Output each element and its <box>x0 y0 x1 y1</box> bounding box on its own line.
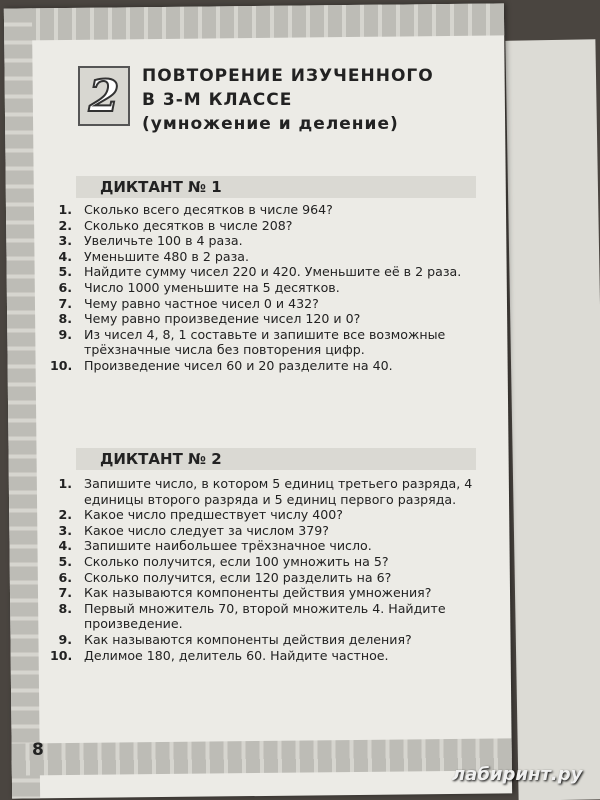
list-item: 5. Сколько получится, если 100 умножить на 5? <box>58 553 389 569</box>
dictation-1-list <box>50 202 490 374</box>
chapter-badge <box>78 66 130 126</box>
chapter-number: 2 <box>88 70 120 122</box>
list-item: 2. Какое число предшествует числу 400? <box>58 507 343 523</box>
list-item: 8. Первый множитель 70, второй множитель 4. Найдите произведение. <box>58 600 446 632</box>
list-item: 8. Чему равно произведение чисел 120 и 0? <box>58 311 361 327</box>
list-item: 3. Увеличьте 100 в 4 раза. <box>58 233 243 249</box>
list-item: 10. Произведение чисел 60 и 20 разделите на 40. <box>50 357 393 373</box>
title-line-3: (умножение и деление) <box>142 114 399 134</box>
dictation-2-list <box>50 476 490 663</box>
list-item: 6. Сколько получится, если 120 разделить на 6? <box>58 569 392 585</box>
dictation-1-heading: ДИКТАНТ № 1 <box>76 176 476 198</box>
list-item: 2. Сколько десятков в числе 208? <box>58 217 293 233</box>
list-item: 9. Из чисел 4, 8, 1 составьте и запишите все возможные трёхзначные числа без повторения цифр. <box>58 326 446 358</box>
list-item: 3. Какое число следует за числом 379? <box>58 522 329 538</box>
watermark-logo: лабиринт.ру <box>452 764 583 785</box>
title-line-2: В 3-М КЛАССЕ <box>142 90 293 110</box>
list-item: 4. Запишите наибольшее трёхзначное число. <box>58 538 372 554</box>
dictation-2-heading: ДИКТАНТ № 2 <box>76 448 476 470</box>
title-line-1: ПОВТОРЕНИЕ ИЗУЧЕННОГО <box>142 66 434 86</box>
list-item: 5. Найдите сумму чисел 220 и 420. Уменьшите её в 2 раза. <box>58 264 462 280</box>
left-filmstrip-border <box>4 8 40 798</box>
top-filmstrip-border <box>4 3 504 40</box>
list-item: 7. Как называются компоненты действия умножения? <box>58 585 432 601</box>
list-item: 10. Делимое 180, делитель 60. Найдите частное. <box>50 647 389 663</box>
page-number: 8 <box>32 740 44 760</box>
list-item: 7. Чему равно частное чисел 0 и 432? <box>58 295 319 311</box>
next-page-edge <box>505 39 600 800</box>
list-item: 4. Уменьшите 480 в 2 раза. <box>58 248 249 264</box>
list-item: 1. Запишите число, в котором 5 единиц третьего разряда, 4 единицы второго разряда и 5 единиц первого разряда. <box>58 476 473 507</box>
bottom-filmstrip-border <box>12 738 512 775</box>
list-item: 9. Как называются компоненты действия деления? <box>58 631 412 647</box>
chapter-title <box>142 64 434 136</box>
list-item: 6. Число 1000 уменьшите на 5 десятков. <box>58 279 340 295</box>
list-item: 1. Сколько всего десятков в числе 964? <box>58 202 333 217</box>
